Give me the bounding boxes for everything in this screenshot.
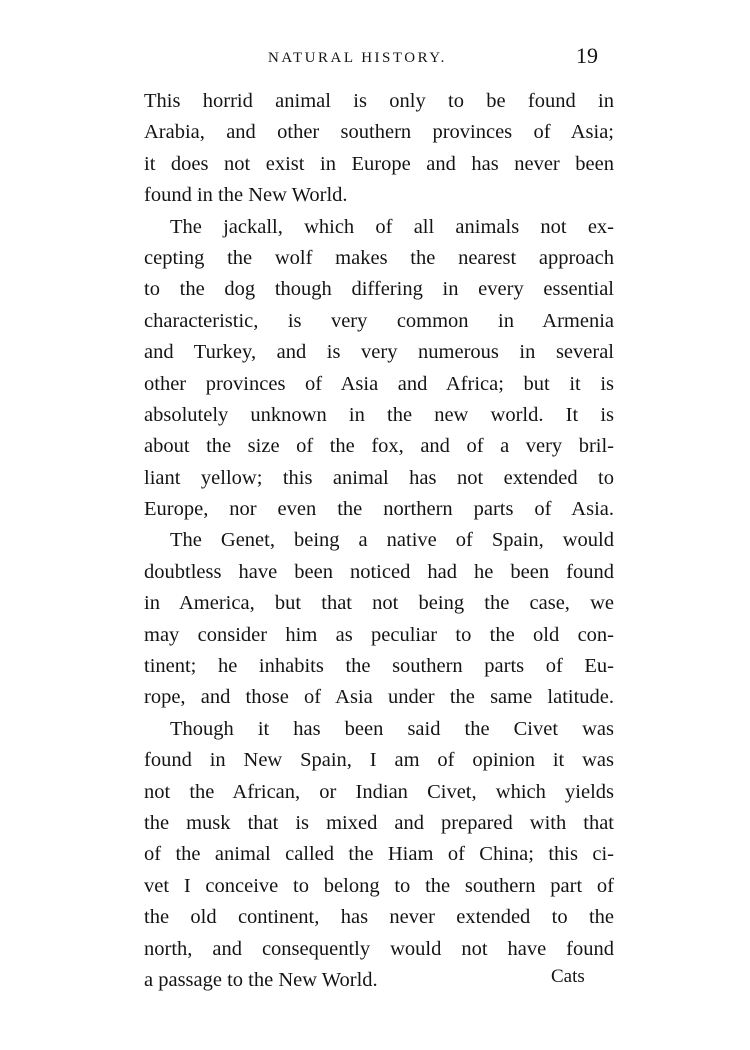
text-line: rope, and those of Asia under the same latitude. <box>144 686 614 709</box>
text-line: a passage to the New World. <box>144 968 378 991</box>
text-line: found in the New World. <box>144 184 348 207</box>
text-line: absolutely unknown in the new world. It is <box>144 403 614 426</box>
text-line: cepting the wolf makes the nearest approach <box>144 246 614 269</box>
text-line: other provinces of Asia and Africa; but it is <box>144 372 614 395</box>
text-line: not the African, or Indian Civet, which yields <box>144 780 614 803</box>
text-line: and Turkey, and is very numerous in several <box>144 341 614 364</box>
text-line: Arabia, and other southern provinces of Asia; <box>144 121 614 144</box>
text-line: the old continent, has never extended to the <box>144 906 614 929</box>
text-line: doubtless have been noticed had he been found <box>144 560 614 583</box>
text-line: Though it has been said the Civet was <box>170 717 614 740</box>
text-line: The jackall, which of all animals not ex- <box>170 215 614 238</box>
text-line: about the size of the fox, and of a very bril- <box>144 435 614 458</box>
text-line: The Genet, being a native of Spain, would <box>170 529 614 552</box>
text-line: of the animal called the Hiam of China; this ci- <box>144 843 614 866</box>
text-line: found in New Spain, I am of opinion it was <box>144 749 614 772</box>
text-line: tinent; he inhabits the southern parts of Eu- <box>144 655 614 678</box>
text-line: characteristic, is very common in Armenia <box>144 309 614 332</box>
text-line: vet I conceive to belong to the southern part of <box>144 874 614 897</box>
page-number: 19 <box>576 43 598 68</box>
text-line: to the dog though differing in every essential <box>144 278 614 301</box>
body-text <box>144 86 614 996</box>
text-line: north, and consequently would not have found <box>144 937 614 960</box>
catchword: Cats <box>551 966 585 987</box>
text-line: This horrid animal is only to be found in <box>144 90 614 112</box>
text-line: in America, but that not being the case, we <box>144 592 614 615</box>
text-line: Europe, nor even the northern parts of Asia. <box>144 498 614 521</box>
text-line: the musk that is mixed and prepared with that <box>144 811 614 834</box>
running-title: NATURAL HISTORY. <box>268 50 447 66</box>
text-line: liant yellow; this animal has not extended to <box>144 466 614 489</box>
text-line: may consider him as peculiar to the old con- <box>144 623 614 646</box>
text-line: it does not exist in Europe and has never been <box>144 152 614 175</box>
